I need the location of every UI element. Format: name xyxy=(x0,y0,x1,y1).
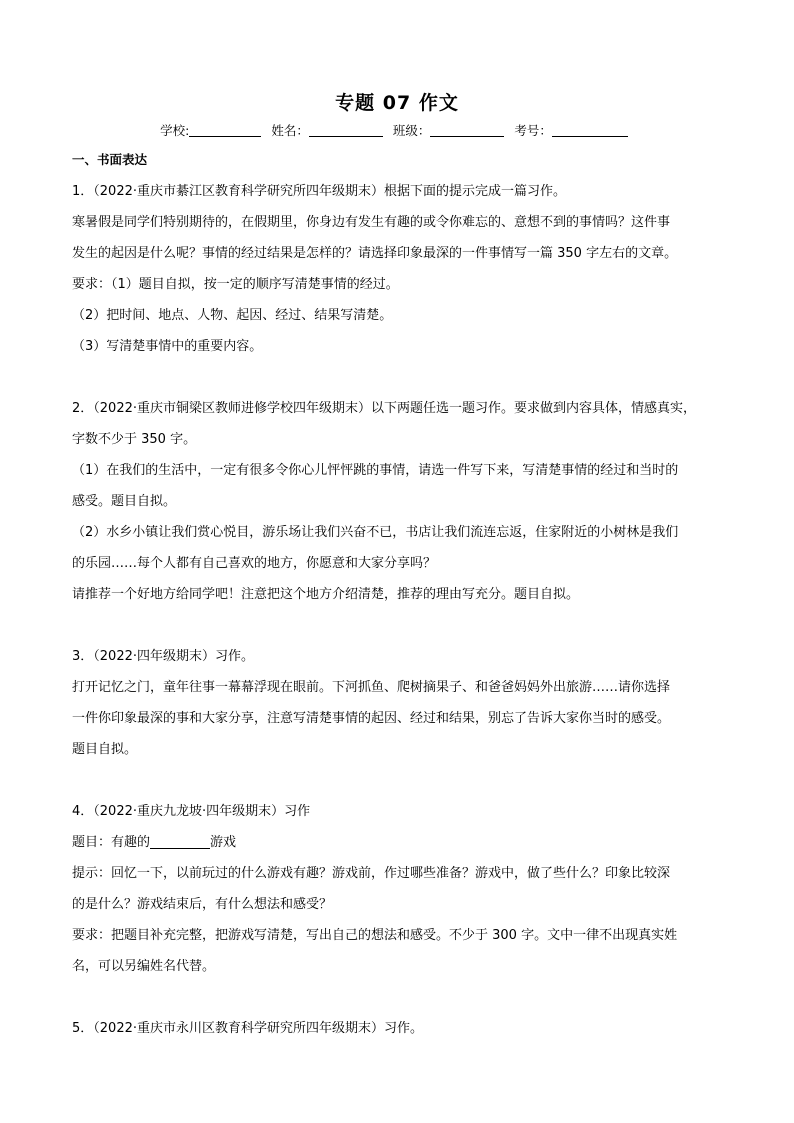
question-1 xyxy=(72,176,732,362)
question-2-option-1: （1）在我们的生活中，一定有很多令你心儿怦怦跳的事情，请选一件写下来，写清楚事情的经过和当时的 xyxy=(72,463,679,478)
question-3-text: 一件你印象最深的事和大家分享，注意写清楚事情的起因、经过和结果，别忘了告诉大家你当时的感受。 xyxy=(72,711,671,726)
question-3-text: 题目自拟。 xyxy=(72,742,138,757)
class-blank[interactable] xyxy=(430,123,504,137)
questions-body xyxy=(72,176,732,1044)
question-3-stem: 3．（2022·四年级期末）习作。 xyxy=(72,649,254,664)
spacer xyxy=(72,610,732,641)
student-info-line xyxy=(0,121,794,139)
spacer xyxy=(72,362,732,393)
question-1-text: 寒暑假是同学们特别期待的，在假期里，你身边有发生有趣的或令你难忘的、意想不到的事情吗？这件事 xyxy=(72,215,671,230)
question-4-requirement: 名，可以另编姓名代替。 xyxy=(72,959,216,974)
school-blank[interactable] xyxy=(189,123,261,137)
question-1-stem: 1．（2022·重庆市綦江区教育科学研究所四年级期末）根据下面的提示完成一篇习作。 xyxy=(72,184,566,199)
question-3-text: 打开记忆之门，童年往事一幕幕浮现在眼前。下河抓鱼、爬树摘果子、和爸爸妈妈外出旅游……请你选择 xyxy=(72,680,671,695)
question-3 xyxy=(72,641,732,765)
question-2-option-2: 请推荐一个好地方给同学吧！注意把这个地方介绍清楚，推荐的理由写充分。题目自拟。 xyxy=(72,587,580,602)
question-4-title-suffix: 游戏 xyxy=(210,835,237,850)
spacer xyxy=(72,982,732,1013)
question-2-stem: 2．（2022·重庆市铜梁区教师进修学校四年级期末）以下两题任选一题习作。要求做到内容具体，情感真实， xyxy=(72,401,696,416)
question-4-title-prefix: 题目：有趣的 xyxy=(72,835,151,850)
class-label: 班级： xyxy=(392,123,431,138)
question-1-requirement: （3）写清楚事情中的重要内容。 xyxy=(72,339,263,354)
question-1-requirement: 要求：（1）题目自拟，按一定的顺序写清楚事情的经过。 xyxy=(72,277,399,292)
spacer xyxy=(72,765,732,796)
exam-number-blank[interactable] xyxy=(552,123,628,137)
question-1-text: 发生的起因是什么呢？事情的经过结果是怎样的？请选择印象最深的一件事情写一篇 350 字左右的文章。 xyxy=(72,246,678,261)
document-title: 专题 07 作文 xyxy=(335,92,459,114)
question-2-option-2: （2）水乡小镇让我们赏心悦目，游乐场让我们兴奋不已，书店让我们流连忘返，住家附近的小树林是我们 xyxy=(72,525,679,540)
question-4-stem: 4．（2022·重庆九龙坡·四年级期末）习作 xyxy=(72,804,311,819)
name-label: 姓名： xyxy=(271,123,309,138)
question-5-stem: 5．（2022·重庆市永川区教育科学研究所四年级期末）习作。 xyxy=(72,1021,423,1036)
question-2-option-1: 感受。题目自拟。 xyxy=(72,494,177,509)
school-label: 学校: xyxy=(160,123,190,138)
question-4 xyxy=(72,796,732,982)
question-4-hint: 提示：回忆一下，以前玩过的什么游戏有趣？游戏前，作过哪些准备？游戏中，做了些什么？印象比较深 xyxy=(72,866,671,881)
question-4-requirement: 要求：把题目补充完整，把游戏写清楚，写出自己的想法和感受。不少于 300 字。文中一律不出现真实姓 xyxy=(72,928,678,943)
question-2 xyxy=(72,393,732,610)
question-5 xyxy=(72,1013,732,1044)
question-2-option-2: 的乐园……每个人都有自己喜欢的地方，你愿意和大家分享吗？ xyxy=(72,556,437,571)
exam-number-label: 考号： xyxy=(514,123,552,138)
question-2-text: 字数不少于 350 字。 xyxy=(72,432,197,447)
question-4-hint: 的是什么？游戏结束后，有什么想法和感受？ xyxy=(72,897,333,912)
question-4-title-blank[interactable] xyxy=(150,834,210,849)
question-1-requirement: （2）把时间、地点、人物、起因、经过、结果写清楚。 xyxy=(72,308,393,323)
question-4-title-line xyxy=(72,827,732,858)
section-heading: 一、书面表达 xyxy=(72,152,148,167)
name-blank[interactable] xyxy=(309,123,383,137)
